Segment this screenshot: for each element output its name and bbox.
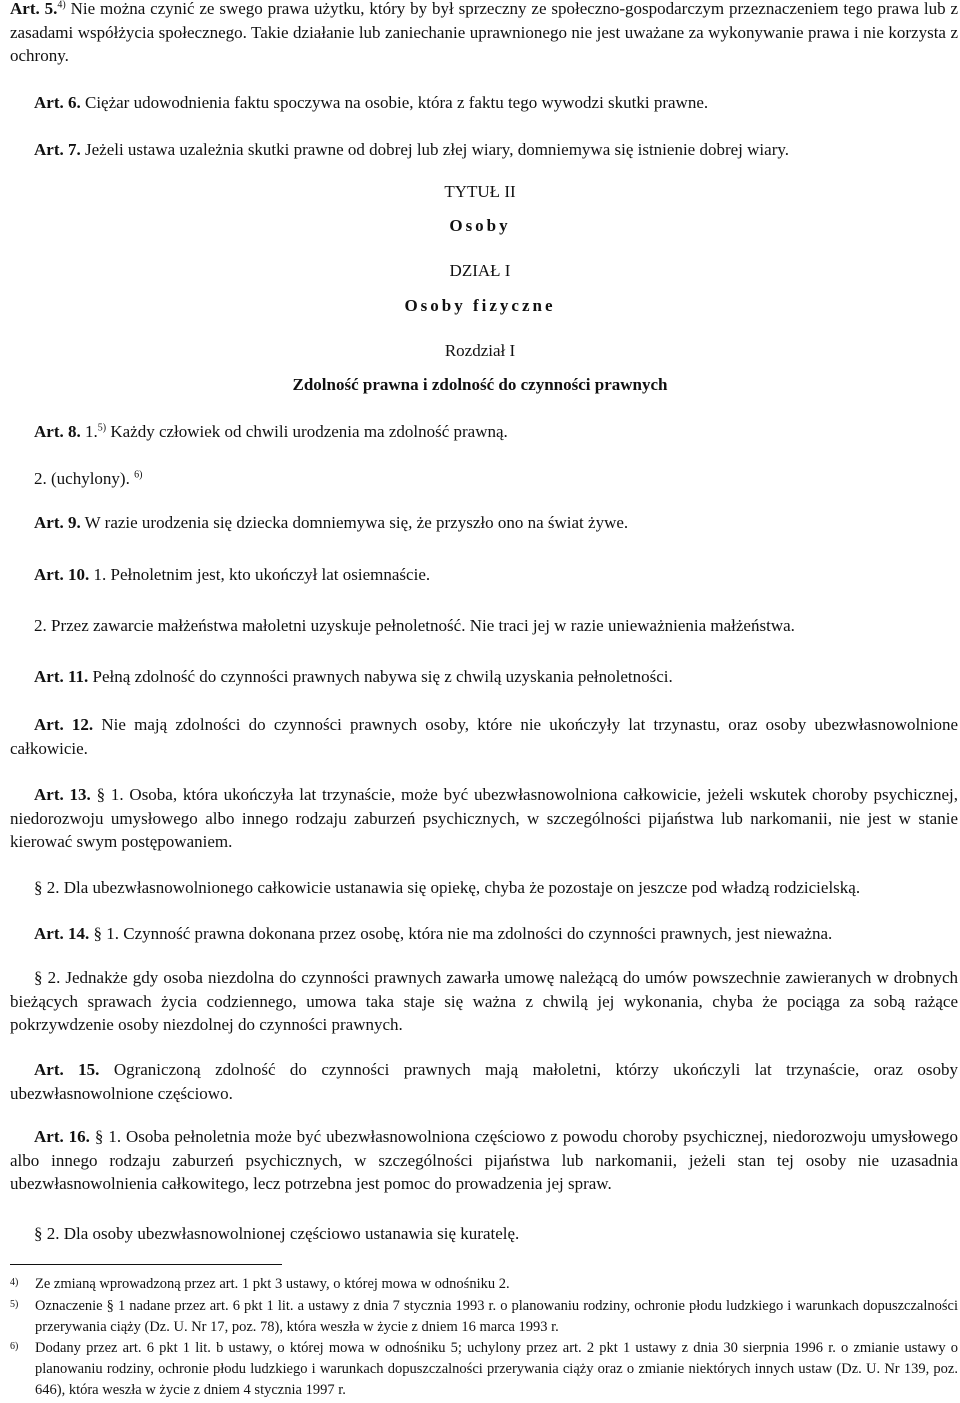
footnote-mark: 4) [10, 1277, 19, 1288]
footnote-ref: 6) [134, 469, 143, 481]
article-13-p1 [10, 783, 958, 854]
article-14-p2 [10, 966, 958, 1037]
footnote-divider [10, 1264, 282, 1265]
section-heading: DZIAŁ I [449, 261, 511, 280]
article-text: § 2. Dla ubezwłasnowolnionego całkowicie ustanawia się opiekę, chyba że pozostaje on jeszcze pod władzą rodzicielską. [34, 878, 861, 897]
article-16-p1 [10, 1125, 958, 1196]
article-text: Jeżeli ustawa uzależnia skutki prawne od dobrej lub złej wiary, domniemywa się istnienie dobrej wiary. [80, 140, 789, 159]
chapter-heading: Rozdział I [444, 341, 516, 360]
article-label: Art. 12. [34, 715, 94, 734]
article-15 [10, 1058, 958, 1105]
article-text: 2. Przez zawarcie małżeństwa małoletni uzyskuje pełnoletność. Nie traci jej w razie unieważnienia małżeństwa. [34, 616, 795, 635]
article-label: Art. 7. [34, 140, 81, 159]
footnote-mark: 5) [10, 1299, 19, 1310]
article-8-p2 [10, 467, 958, 491]
article-label: Art. 14. [34, 924, 90, 943]
paragraph-number: 1. [80, 422, 98, 441]
article-9 [10, 511, 958, 535]
article-label: Art. 13. [34, 785, 91, 804]
article-text: Pełną zdolność do czynności prawnych nabywa się z chwilą uzyskania pełnoletności. [88, 667, 673, 686]
article-5 [10, 0, 958, 68]
article-12 [10, 713, 958, 760]
article-text: Każdy człowiek od chwili urodzenia ma zdolność prawną. [106, 422, 508, 441]
chapter-name: Zdolność prawna i zdolność do czynności prawnych [292, 375, 668, 394]
article-label: Art. 10. [34, 565, 90, 584]
article-text: § 2. Jednakże gdy osoba niezdolna do czynności prawnych zawarła umowę należącą do umów powszechnie zawieranych w drobnych bieżących sprawach życia codziennego, umowa taka staje się ważna z chwilą jej wykonania, chyba że pociąga za sobą rażące pokrzywdzenie osoby niezdolnej do czynności prawnych. [10, 968, 958, 1034]
article-label: Art. 6. [34, 93, 81, 112]
footnote-6 [10, 1338, 958, 1401]
footnote-text: Ze zmianą wprowadzoną przez art. 1 pkt 3 ustawy, o której mowa w odnośniku 2. [35, 1276, 510, 1292]
article-11 [10, 665, 958, 689]
article-text: 2. (uchylony). [34, 469, 130, 488]
article-text: § 1. Czynność prawna dokonana przez osobę, która nie ma zdolności do czynności prawnych, jest nieważna. [89, 924, 833, 943]
article-6 [10, 91, 958, 115]
footnote-ref: 4) [57, 0, 66, 11]
footnote-mark: 6) [10, 1341, 19, 1352]
article-label: Art. 5. [10, 0, 58, 18]
article-text: W razie urodzenia się dziecka domniemywa się, że przyszło ono na świat żywe. [80, 513, 629, 532]
article-13-p2 [10, 876, 958, 900]
footnote-text: Oznaczenie § 1 nadane przez art. 6 pkt 1 lit. a ustawy z dnia 7 stycznia 1993 r. o planowaniu rodziny, ochronie płodu ludzkiego i warunkach dopuszczalności przerywania ciąży (Dz. U. Nr 17, poz. 78), która weszła w życie z dniem 16 marca 1993 r. [35, 1298, 958, 1335]
footnote-4 [10, 1274, 958, 1295]
article-10-p2 [10, 614, 958, 638]
article-10-p1 [10, 563, 958, 587]
article-text: Nie mają zdolności do czynności prawnych osoby, które nie ukończyły lat trzynastu, oraz osoby ubezwłasnowolnione całkowicie. [10, 715, 959, 758]
article-text: § 1. Osoba, która ukończyła lat trzynaście, może być ubezwłasnowolniona całkowicie, jeżeli wskutek choroby psychicznej, niedorozwoju umysłowego albo innego rodzaju zaburzeń psychicznych, w szczególności pijaństwa lub narkomanii, nie jest w stanie kierować swym postępowaniem. [10, 785, 958, 851]
article-text: Ograniczoną zdolność do czynności prawnych mają małoletni, którzy ukończyli lat trzynaście, oraz osoby ubezwłasnowolnione częściowo. [10, 1060, 958, 1103]
article-text: 1. Pełnoletnim jest, kto ukończył lat osiemnaście. [89, 565, 431, 584]
article-7 [10, 138, 958, 162]
footnote-ref: 5) [97, 422, 107, 434]
article-label: Art. 9. [34, 513, 81, 532]
article-text: § 1. Osoba pełnoletnia może być ubezwłasnowolniona częściowo z powodu choroby psychicznej, niedorozwoju umysłowego albo innego rodzaju zaburzeń psychicznych, w szczególności pijaństwa lub narkomanii, jeżeli stan tej osoby nie uzasadnia ubezwłasnowolnienia całkowitego, lecz potrzebna jest pomoc do prowadzenia jej spraw. [10, 1127, 958, 1193]
article-text: Ciężar udowodnienia faktu spoczywa na osobie, która z faktu tego wywodzi skutki prawne. [80, 93, 709, 112]
title-name: Osoby [449, 216, 511, 235]
section-name: Osoby fizyczne [404, 296, 556, 315]
title-heading: TYTUŁ II [444, 182, 516, 201]
article-text: Nie można czynić ze swego prawa użytku, który by był sprzeczny ze społeczno-gospodarczym przeznaczeniem tego prawa lub z zasadami współżycia społecznego. Takie działanie lub zaniechanie uprawnionego nie jest uważane za wykonywanie prawa i nie korzysta z ochrony. [10, 0, 959, 65]
article-16-p2 [10, 1222, 958, 1246]
article-label: Art. 11. [34, 667, 89, 686]
article-label: Art. 15. [34, 1060, 100, 1079]
footnote-text: Dodany przez art. 6 pkt 1 lit. b ustawy, o której mowa w odnośniku 5; uchylony przez art. 2 pkt 1 ustawy z dnia 30 sierpnia 1996 r. o zmianie ustawy o planowaniu rodziny, ochronie płodu ludzkiego i warunkach dopuszczalności przerywania ciąży oraz o zmianie niektórych innych ustaw (Dz. U. Nr 139, poz. 646), która weszła w życie z dniem 4 stycznia 1997 r. [35, 1340, 958, 1398]
footnote-5 [10, 1296, 958, 1338]
article-label: Art. 8. [34, 422, 81, 441]
article-8-p1 [10, 420, 958, 444]
article-label: Art. 16. [34, 1127, 90, 1146]
article-text: § 2. Dla osoby ubezwłasnowolnionej częściowo ustanawia się kuratelę. [34, 1224, 520, 1243]
article-14-p1 [10, 922, 958, 946]
